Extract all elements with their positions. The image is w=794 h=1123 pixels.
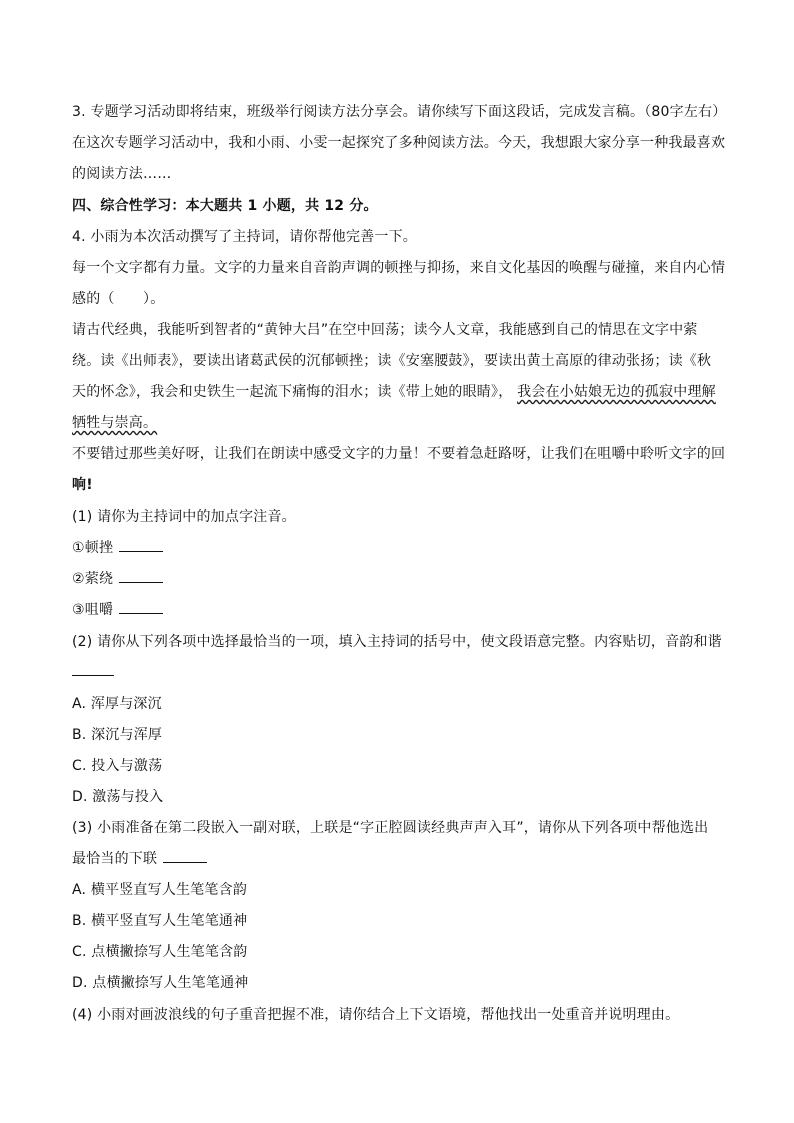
answer-item (72, 538, 732, 558)
paragraph-line: 请古代经典，我能听到智者的“黄钟大吕”在空中回荡；读今人文章，我能感到自己的情思在文字中萦 (72, 322, 698, 338)
subquestion-3: (3) 小雨准备在第二段嵌入一副对联，上联是“字正腔圆读经典声声入耳”，请你从下列各项中帮他选出 (72, 820, 709, 836)
answer-blank[interactable] (72, 663, 114, 676)
wavy-underlined-sentence: 我会在小姑娘无边的孤寂中理解 (517, 384, 716, 400)
answer-item (72, 600, 732, 620)
option-c: C. 投入与激荡 (72, 758, 163, 774)
wavy-underlined-sentence: 牺牲与崇高。 (72, 415, 158, 431)
option-a: A. 浑厚与深沉 (72, 696, 162, 712)
answer-label: 最恰当的下联 (72, 851, 158, 867)
answer-blank[interactable] (119, 539, 163, 552)
option-a: A. 横平竖直写人生笔笔含韵 (72, 882, 248, 898)
option-d: D. 激荡与投入 (72, 789, 164, 805)
paragraph-line: 不要错过那些美好呀，让我们在朗读中感受文字的力量！不要着急赶路呀，让我们在咀嚼中聆听文字的回 (72, 446, 726, 462)
answer-label: ③咀嚼 (72, 602, 114, 618)
option-d: D. 点横撇捺写人生笔笔通神 (72, 975, 249, 991)
option-c: C. 点横撇捺写人生笔笔含韵 (72, 944, 248, 960)
section-4-title: 四、综合性学习：本大题共 1 小题，共 12 分。 (72, 198, 378, 214)
paragraph-line: 感的（ ）。 (72, 291, 165, 307)
answer-label: ②萦绕 (72, 571, 114, 587)
paragraph-line: 响! (72, 477, 93, 493)
q3-text-line: 在这次专题学习活动中，我和小雨、小雯一起探究了多种阅读方法。今天，我想跟大家分享一种我最喜欢 (72, 135, 726, 151)
paragraph-line: 每一个文字都有力量。文字的力量来自音韵声调的顿挫与抑扬，来自文化基因的唤醒与碰撞，来自内心情 (72, 260, 726, 276)
q3-text-line: 的阅读方法…… (72, 166, 172, 182)
answer-blank[interactable] (163, 850, 207, 863)
paragraph-line: 绕。读《出师表》，要读出诸葛武侯的沉郁顿挫；读《安塞腰鼓》，要读出黄土高原的律动张扬；读《秋 (72, 353, 712, 369)
answer-line (72, 662, 732, 682)
answer-blank[interactable] (119, 601, 163, 614)
subquestion-1: (1) 请你为主持词中的加点字注音。 (72, 509, 296, 525)
subquestion-2: (2) 请你从下列各项中选择最恰当的一项，填入主持词的括号中，使文段语意完整。内容贴切，音韵和谐 (72, 634, 722, 650)
q4-prompt: 4. 小雨为本次活动撰写了主持词，请你帮他完善一下。 (72, 229, 418, 245)
answer-label: ①顿挫 (72, 540, 114, 556)
paragraph-line (72, 382, 732, 402)
answer-item (72, 569, 732, 589)
option-b: B. 横平竖直写人生笔笔通神 (72, 913, 248, 929)
subquestion-4: (4) 小雨对画波浪线的句子重音把握不准，请你结合上下文语境，帮他找出一处重音并说明理由。 (72, 1007, 680, 1023)
paragraph-text: 天的怀念》，我会和史铁生一起流下痛悔的泪水；读《带上她的眼睛》， (72, 384, 513, 400)
q3-prompt: 3. 专题学习活动即将结束，班级举行阅读方法分享会。请你续写下面这段话，完成发言稿。（80字左右） (72, 104, 727, 120)
option-b: B. 深沉与浑厚 (72, 727, 163, 743)
subquestion-3-continued (72, 849, 732, 869)
paragraph-line (72, 413, 732, 433)
answer-blank[interactable] (119, 570, 163, 583)
